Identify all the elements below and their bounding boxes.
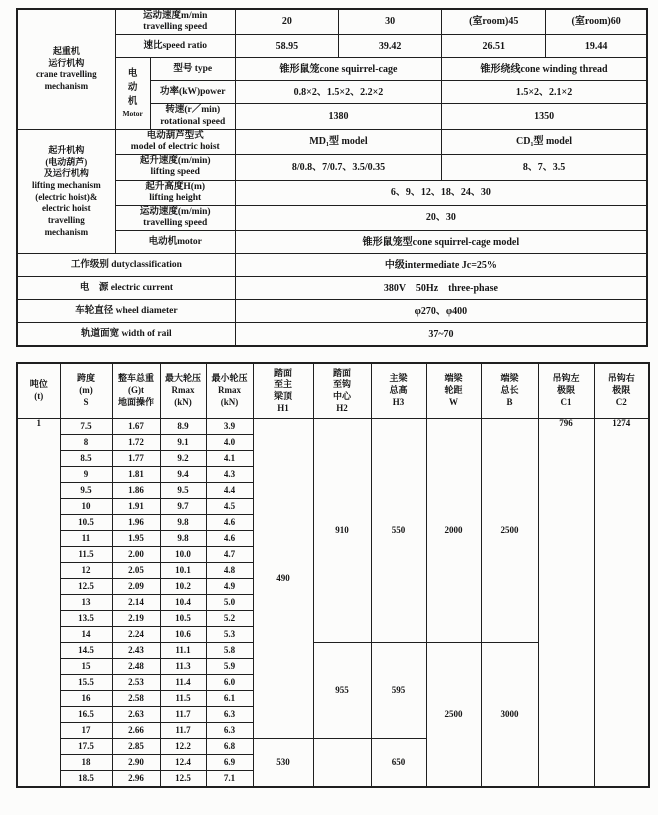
motor-char: 动 <box>127 82 138 93</box>
group1-line: mechanism <box>44 81 89 92</box>
label-line: 运动速度(m/min) <box>139 207 211 218</box>
value-cell: CD₁型 model <box>442 129 647 154</box>
header-line: 极限 <box>612 385 631 396</box>
dim-cell-rmax: 11.7 <box>160 723 206 739</box>
dim-cell-rmin: 4.8 <box>206 563 253 579</box>
header-line: (m) <box>79 385 93 396</box>
header-line: 吊钩左 <box>552 373 580 384</box>
dim-cell-w: 2500 <box>426 643 481 788</box>
dim-cell-span: 14 <box>60 627 112 643</box>
label-line: 运动速度m/min <box>143 11 208 21</box>
dim-cell-weight: 1.95 <box>112 531 160 547</box>
dim-cell-weight: 2.43 <box>112 643 160 659</box>
dim-cell-rmax: 12.5 <box>160 771 206 788</box>
header-line: 端梁 <box>444 373 463 384</box>
header-line: 最小轮压 <box>211 373 248 384</box>
dim-cell-rmin: 6.8 <box>206 739 253 755</box>
dim-cell-span: 16 <box>60 691 112 707</box>
dim-cell-weight: 2.19 <box>112 611 160 627</box>
header-line: 地面操作 <box>117 396 154 407</box>
label-line: 转速(r／min) <box>165 105 221 116</box>
header-line: 最大轮压 <box>164 373 201 384</box>
dim-header-min-wheel-load <box>206 363 253 419</box>
header-line: 吊钩右 <box>607 373 635 384</box>
value-cell: (室room)60 <box>546 9 647 35</box>
dim-cell-rmax: 12.4 <box>160 755 206 771</box>
motor-en-label: Motor <box>122 109 143 119</box>
dim-row-7.5 <box>17 419 649 435</box>
header-line: C2 <box>615 396 627 407</box>
dim-header-max-wheel-load <box>160 363 206 419</box>
label-line: 车轮直径 wheel diameter <box>75 305 178 316</box>
dim-cell-rmax: 10.0 <box>160 547 206 563</box>
dim-cell-rmin: 5.9 <box>206 659 253 675</box>
dim-cell-span: 7.5 <box>60 419 112 435</box>
dim-cell-span: 10.5 <box>60 515 112 531</box>
value-cell: 8/0.8、7/0.7、3.5/0.35 <box>235 155 441 180</box>
label-line: 电动葫芦型式 <box>146 130 204 141</box>
dim-cell-rmax: 9.7 <box>160 499 206 515</box>
dim-cell-rmax: 9.8 <box>160 531 206 547</box>
dim-cell-rmin: 5.0 <box>206 595 253 611</box>
dim-cell-weight: 1.96 <box>112 515 160 531</box>
dim-cell-span: 18.5 <box>60 771 112 788</box>
header-line: (t) <box>34 391 44 401</box>
label-line: 电动机motor <box>148 236 202 247</box>
dim-cell-rmin: 4.7 <box>206 547 253 563</box>
dim-header-tonnage <box>17 363 60 419</box>
group2-line: (电动葫芦) <box>45 156 88 167</box>
label-lifting-speed <box>115 155 235 180</box>
motor-char: 电 <box>127 69 138 80</box>
spec-row-rail-width <box>17 323 647 347</box>
value-cell: φ270、φ400 <box>235 300 647 323</box>
dim-cell-rmin: 3.9 <box>206 419 253 435</box>
dim-cell-span: 9.5 <box>60 483 112 499</box>
value-cell: 30 <box>338 9 441 35</box>
dim-cell-span: 11.5 <box>60 547 112 563</box>
dim-cell-span: 15.5 <box>60 675 112 691</box>
header-line: (G)t <box>128 385 144 396</box>
tonnage-cell: 1 <box>17 419 60 788</box>
dim-cell-span: 15 <box>60 659 112 675</box>
dim-cell-span: 14.5 <box>60 643 112 659</box>
dim-header-h1 <box>253 363 313 419</box>
dim-cell-rmax: 9.8 <box>160 515 206 531</box>
value-cell: 1350 <box>442 104 647 129</box>
label-line: 电 源 electric current <box>79 282 174 293</box>
spec-row-hoist-model <box>17 129 647 154</box>
dim-cell-rmax: 10.5 <box>160 611 206 627</box>
dim-cell-span: 9 <box>60 467 112 483</box>
dim-cell-rmin: 6.3 <box>206 723 253 739</box>
dim-cell-weight: 2.58 <box>112 691 160 707</box>
dim-cell-rmax: 11.5 <box>160 691 206 707</box>
group-label-lifting-mechanism <box>17 129 115 254</box>
dim-cell-rmax: 11.3 <box>160 659 206 675</box>
dim-cell-c2: 1274 <box>594 419 649 788</box>
dim-cell-span: 13 <box>60 595 112 611</box>
label-line: 起升高度H(m) <box>145 181 206 192</box>
dim-cell-weight: 2.63 <box>112 707 160 723</box>
group2-line: electric hoist <box>41 203 91 214</box>
dim-cell-b: 3000 <box>481 643 538 788</box>
dim-cell-rmax: 11.7 <box>160 707 206 723</box>
dim-cell-h1: 490 <box>253 419 313 739</box>
dim-cell-rmin: 4.4 <box>206 483 253 499</box>
label-line: 工作级别 dutyclassification <box>70 259 182 270</box>
dim-cell-span: 12 <box>60 563 112 579</box>
dim-cell-rmax: 11.1 <box>160 643 206 659</box>
value-cell: 1.5×2、2.1×2 <box>442 81 647 104</box>
spec-row-duty-classification <box>17 254 647 277</box>
dim-cell-weight: 2.48 <box>112 659 160 675</box>
value-cell: (室room)45 <box>442 9 546 35</box>
dim-cell-span: 8.5 <box>60 451 112 467</box>
header-line: S <box>83 396 89 407</box>
dim-cell-h1: 530 <box>253 739 313 788</box>
dim-cell-span: 13.5 <box>60 611 112 627</box>
value-cell: 8、7、3.5 <box>442 155 647 180</box>
header-line: (kN) <box>220 396 239 407</box>
header-line: 中心 <box>332 391 351 401</box>
dim-cell-span: 17.5 <box>60 739 112 755</box>
header-line: 至主 <box>273 379 292 390</box>
dim-cell-span: 17 <box>60 723 112 739</box>
dim-cell-rmax: 10.6 <box>160 627 206 643</box>
group1-line: 起重机 <box>52 46 80 57</box>
group2-line: mechanism <box>44 226 89 237</box>
dim-cell-h2: 910 <box>313 419 371 643</box>
header-line: (kN) <box>174 396 192 407</box>
label-lifting-height <box>115 180 235 205</box>
dim-cell-rmax: 10.1 <box>160 563 206 579</box>
label-motor-column <box>115 58 150 129</box>
header-line: C1 <box>560 396 572 407</box>
dim-cell-rmin: 6.0 <box>206 675 253 691</box>
dim-cell-h3: 595 <box>371 643 426 739</box>
dim-header-b <box>481 363 538 419</box>
header-line: H2 <box>336 402 348 413</box>
dim-cell-weight: 2.96 <box>112 771 160 788</box>
label-hoist-motor <box>115 231 235 254</box>
group1-line: crane travelling <box>35 69 97 80</box>
label-rotational-speed <box>150 104 235 129</box>
dim-cell-rmin: 4.1 <box>206 451 253 467</box>
value-cell: 6、9、12、18、24、30 <box>235 180 647 205</box>
value-cell: 19.44 <box>546 35 647 58</box>
dim-cell-rmin: 7.1 <box>206 771 253 788</box>
label-line: lifting speed <box>150 167 200 178</box>
label-line: 型号 type <box>173 63 213 74</box>
group2-line: (electric hoist)& <box>35 191 98 202</box>
label-travelling-speed <box>115 9 235 35</box>
dim-cell-rmin: 5.2 <box>206 611 253 627</box>
dim-cell-weight: 2.24 <box>112 627 160 643</box>
label-hoist-travelling-speed <box>115 206 235 231</box>
dim-cell-span: 16.5 <box>60 707 112 723</box>
value-cell: 39.42 <box>338 35 441 58</box>
value-cell: 锥形鼠笼型cone squirrel-cage model <box>235 231 647 254</box>
value-cell: 37~70 <box>235 323 647 347</box>
header-line: H1 <box>277 402 289 413</box>
label-motor-power <box>150 81 235 104</box>
dim-cell-rmin: 4.5 <box>206 499 253 515</box>
dim-cell-h2 <box>313 739 371 788</box>
dim-cell-rmin: 4.9 <box>206 579 253 595</box>
label-line: 速比speed ratio <box>143 40 208 51</box>
header-line: Rmax <box>218 385 241 396</box>
dim-cell-h2: 955 <box>313 643 371 739</box>
value-cell: 0.8×2、1.5×2、2.2×2 <box>235 81 441 104</box>
dim-cell-c1: 796 <box>538 419 594 788</box>
value-cell: 锥形绕线cone winding thread <box>442 58 647 81</box>
dim-cell-b: 2500 <box>481 419 538 643</box>
dim-cell-weight: 2.09 <box>112 579 160 595</box>
dim-cell-rmin: 6.9 <box>206 755 253 771</box>
dim-cell-rmax: 12.2 <box>160 739 206 755</box>
value-cell: 58.95 <box>235 35 338 58</box>
value-cell: 20、30 <box>235 206 647 231</box>
dim-cell-weight: 2.14 <box>112 595 160 611</box>
label-line: 轨道面宽 width of rail <box>81 328 172 339</box>
label-line: travelling speed <box>143 22 208 33</box>
value-cell: 380V 50Hz three-phase <box>235 277 647 300</box>
dim-cell-weight: 2.05 <box>112 563 160 579</box>
header-line: 踏面 <box>273 367 292 378</box>
header-line: 整车总重 <box>117 373 154 384</box>
dim-cell-span: 8 <box>60 435 112 451</box>
dim-cell-weight: 1.81 <box>112 467 160 483</box>
value-cell: MD₁型 model <box>235 129 441 154</box>
header-line: 极限 <box>556 385 575 396</box>
label-motor-type <box>150 58 235 81</box>
header-line: 总长 <box>500 385 519 396</box>
dim-cell-weight: 2.85 <box>112 739 160 755</box>
dim-header-h3 <box>371 363 426 419</box>
dim-cell-span: 10 <box>60 499 112 515</box>
dim-cell-w: 2000 <box>426 419 481 643</box>
dim-cell-weight: 2.90 <box>112 755 160 771</box>
dim-cell-weight: 1.86 <box>112 483 160 499</box>
value-cell: 20 <box>235 9 338 35</box>
dim-cell-weight: 2.53 <box>112 675 160 691</box>
dim-header-c1 <box>538 363 594 419</box>
header-line: 踏面 <box>332 367 351 378</box>
dim-cell-h3: 550 <box>371 419 426 643</box>
label-rail-width <box>17 323 235 347</box>
dim-header-w <box>426 363 481 419</box>
motor-char: 机 <box>127 96 138 107</box>
dim-cell-rmin: 4.0 <box>206 435 253 451</box>
dim-cell-weight: 2.00 <box>112 547 160 563</box>
value-cell: 锥形鼠笼cone squirrel-cage <box>235 58 441 81</box>
group2-line: travelling <box>47 215 85 225</box>
dim-cell-h3: 650 <box>371 739 426 788</box>
header-line: 主梁 <box>389 373 408 384</box>
spec-row-travelling-speed <box>17 9 647 35</box>
dim-header-c2 <box>594 363 649 419</box>
dim-cell-rmax: 10.2 <box>160 579 206 595</box>
dim-table-header-row <box>17 363 649 419</box>
value-cell: 中级intermediate Jc=25% <box>235 254 647 277</box>
label-line: 功率(kW)power <box>160 86 226 97</box>
dim-cell-rmin: 6.3 <box>206 707 253 723</box>
group2-line: lifting mechanism <box>31 179 101 190</box>
dim-cell-span: 11 <box>60 531 112 547</box>
value-cell: 1380 <box>235 104 441 129</box>
header-line: 端梁 <box>500 373 519 384</box>
header-line: Rmax <box>171 385 195 396</box>
spec-table <box>16 8 648 347</box>
label-line: 起升速度(m/min) <box>139 156 211 167</box>
label-duty-classification <box>17 254 235 277</box>
dim-cell-rmin: 4.6 <box>206 531 253 547</box>
spec-row-wheel-diameter <box>17 300 647 323</box>
header-line: B <box>506 396 513 407</box>
dim-cell-rmax: 9.1 <box>160 435 206 451</box>
dim-cell-weight: 1.72 <box>112 435 160 451</box>
dim-header-span <box>60 363 112 419</box>
label-line: travelling speed <box>143 218 208 229</box>
dim-cell-rmin: 5.3 <box>206 627 253 643</box>
dim-cell-span: 18 <box>60 755 112 771</box>
header-line: 跨度 <box>76 373 95 384</box>
dim-cell-rmax: 9.4 <box>160 467 206 483</box>
header-line: 总高 <box>389 385 408 396</box>
value-cell: 26.51 <box>442 35 546 58</box>
dim-cell-rmax: 11.4 <box>160 675 206 691</box>
dim-cell-rmin: 4.3 <box>206 467 253 483</box>
label-line: model of electric hoist <box>130 142 220 153</box>
dim-cell-weight: 1.77 <box>112 451 160 467</box>
group2-line: 起升机构 <box>48 144 85 155</box>
group1-line: 运行机构 <box>48 57 85 68</box>
dim-cell-rmax: 9.2 <box>160 451 206 467</box>
label-power-supply <box>17 277 235 300</box>
label-line: rotational speed <box>160 116 226 127</box>
dim-cell-rmin: 6.1 <box>206 691 253 707</box>
header-line: 梁顶 <box>273 391 292 401</box>
header-line: 至钩 <box>332 379 351 390</box>
header-line: W <box>449 396 458 407</box>
header-line: 轮距 <box>444 385 463 396</box>
header-line: H3 <box>392 396 405 407</box>
label-hoist-model <box>115 129 235 154</box>
dim-cell-rmax: 10.4 <box>160 595 206 611</box>
label-line: lifting height <box>149 192 202 203</box>
dim-cell-rmin: 4.6 <box>206 515 253 531</box>
dim-header-total-weight <box>112 363 160 419</box>
dimensions-table <box>16 362 650 788</box>
dim-header-h2 <box>313 363 371 419</box>
group2-line: 及运行机构 <box>43 168 89 179</box>
header-line: 吨位 <box>29 379 48 390</box>
label-speed-ratio <box>115 35 235 58</box>
group-label-crane-travelling-mechanism <box>17 9 115 129</box>
dim-cell-span: 12.5 <box>60 579 112 595</box>
dim-cell-rmin: 5.8 <box>206 643 253 659</box>
label-wheel-diameter <box>17 300 235 323</box>
dim-cell-weight: 1.91 <box>112 499 160 515</box>
dim-cell-weight: 2.66 <box>112 723 160 739</box>
spec-row-power-supply <box>17 277 647 300</box>
dim-cell-rmax: 9.5 <box>160 483 206 499</box>
dim-cell-rmax: 8.9 <box>160 419 206 435</box>
dim-cell-weight: 1.67 <box>112 419 160 435</box>
